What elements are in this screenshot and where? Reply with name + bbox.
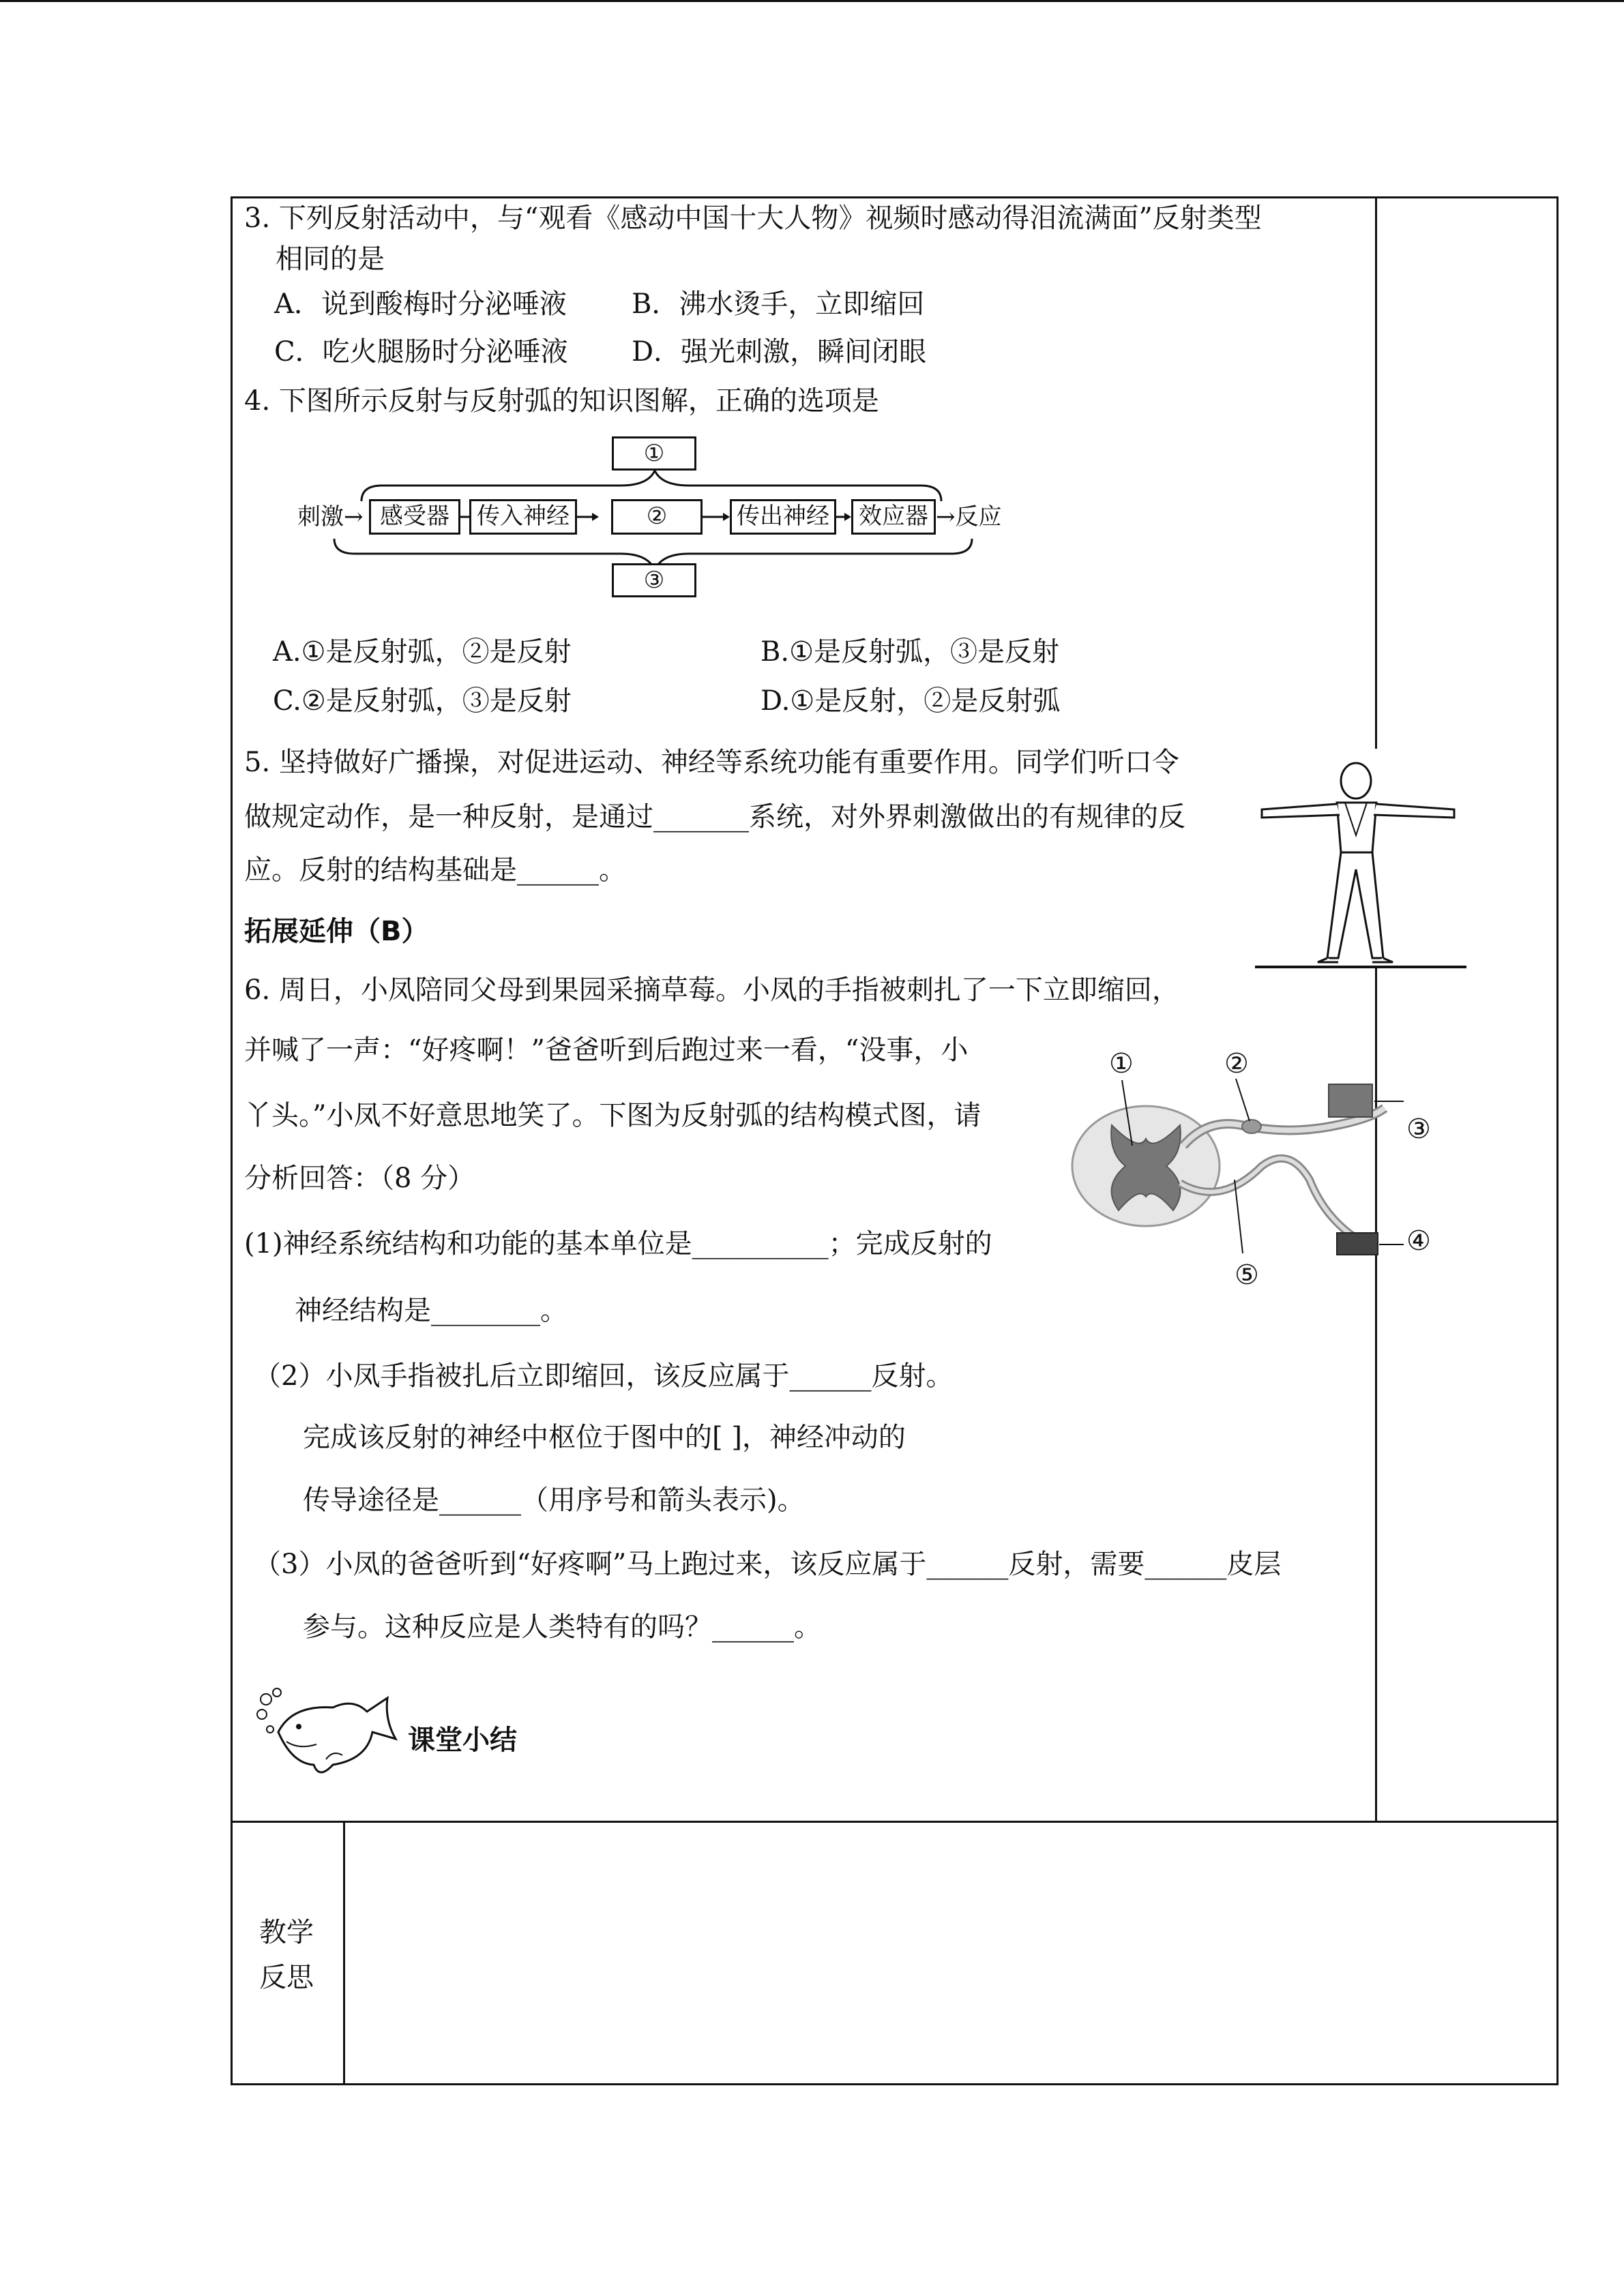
q3-option-b: B．沸水烫手，立即缩回 [632,288,925,320]
q3-stem-line1: 3. 下列反射活动中，与“观看《感动中国十大人物》视频时感动得泪流满面”反射类型 [244,203,1262,234]
diagram-box-1: ① [612,436,696,471]
arc-label-3: ③ [1406,1114,1431,1145]
q6-part3-line2: 参与。这种反应是人类特有的吗？______。 [303,1611,821,1643]
q6-part1-line2: 神经结构是________。 [295,1295,567,1326]
q5-line3: 应。反射的结构基础是______。 [244,854,626,886]
q3-option-a: A．说到酸梅时分泌唾液 [274,288,567,320]
arc-label-4: ④ [1406,1225,1431,1257]
diagram-afferent-box: 传入神经 [469,499,577,535]
q5-line2: 做规定动作，是一种反射，是通过_______系统，对外界刺激做出的有规律的反 [244,801,1185,833]
q3-option-c: C．吃火腿肠时分泌唾液 [274,336,568,368]
table-line-left [231,196,233,2085]
diagram-start-label: 刺激→ [297,503,364,531]
q6-line3: 丫头。”小凤不好意思地笑了。下图为反射弧的结构模式图，请 [244,1100,981,1131]
q4-stem: 4. 下图所示反射与反射弧的知识图解，正确的选项是 [244,385,879,417]
q5-line1: 5. 坚持做好广播操，对促进运动、神经等系统功能有重要作用。同学们听口令 [244,747,1179,778]
q4-option-d: D.①是反射，②是反射弧 [761,685,1061,717]
dolphin-icon [251,1684,401,1787]
class-summary-title: 课堂小结 [408,1725,517,1756]
table-line-inner-right [1375,196,1377,749]
diagram-box-2: ② [611,499,703,535]
q6-part2-line3: 传导途径是______（用序号和箭头表示)。 [303,1485,805,1516]
q4-option-a: A.①是反射弧，②是反射 [273,636,572,668]
q6-part3-line1: （3）小凤的爸爸听到“好疼啊”马上跑过来，该反应属于______反射，需要______皮层 [254,1549,1282,1580]
table-line-top [231,196,1558,198]
diagram-efferent-box: 传出神经 [730,499,836,535]
exercise-figure-illustration [1255,760,1466,975]
section-b-heading: 拓展延伸（B） [244,916,429,947]
q6-part1-line1: (1)神经系统结构和功能的基本单位是__________；完成反射的 [244,1228,992,1259]
q6-line4: 分析回答：（8 分） [244,1163,475,1194]
reflection-label-line2: 反思 [259,1962,314,1993]
q4-option-b: B.①是反射弧，③是反射 [761,636,1059,668]
arc-label-5: ⑤ [1235,1259,1259,1291]
q3-stem-line2: 相同的是 [276,243,385,275]
q4-option-c: C.②是反射弧，③是反射 [273,685,572,717]
diagram-effector-box: 效应器 [851,499,936,535]
table-line-right [1556,196,1559,2085]
table-line-bottom [231,2083,1558,2085]
top-border [0,0,1624,2]
q6-part2-line2: 完成该反射的神经中枢位于图中的[ ]，神经冲动的 [303,1422,906,1453]
q3-option-d: D．强光刺激，瞬间闭眼 [632,336,927,368]
q6-line1: 6. 周日，小凤陪同父母到果园采摘草莓。小凤的手指被刺扎了一下立即缩回， [244,974,1179,1006]
arc-label-1: ① [1109,1048,1134,1079]
q6-line2: 并喊了一声：“好疼啊！”爸爸听到后跑过来一看，“没事，小 [244,1034,969,1066]
q6-part2-line1: （2）小凤手指被扎后立即缩回，该反应属于______反射。 [254,1360,954,1392]
spinal-cord-diagram [1064,1050,1419,1275]
diagram-receptor-box: 感受器 [369,499,460,535]
arc-label-2: ② [1224,1048,1249,1079]
diagram-box-3: ③ [612,563,696,597]
reflection-input-area[interactable] [345,1823,1556,2083]
reflection-label-line1: 教学 [259,1917,314,1948]
diagram-end-label: →反应 [936,503,1002,531]
